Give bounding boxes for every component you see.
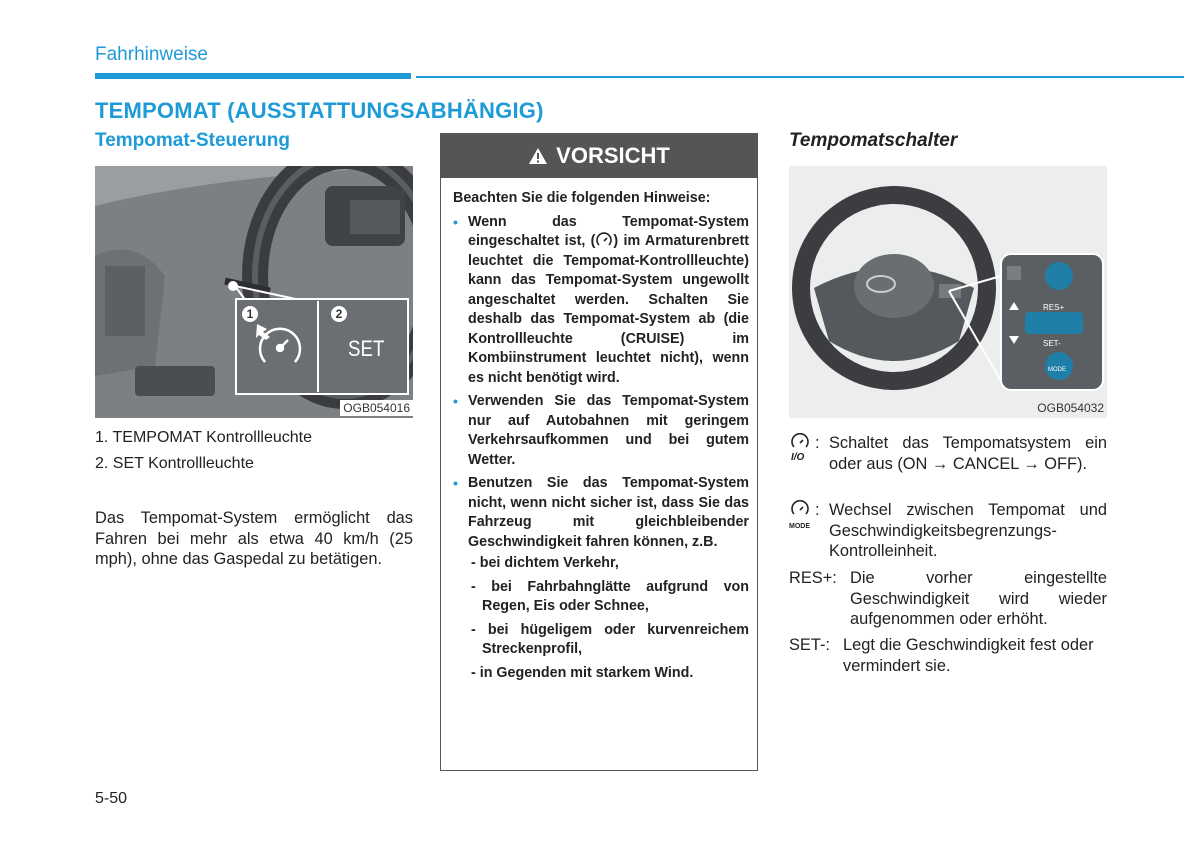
list-item: 1. TEMPOMAT Kontrollleuchte [95, 429, 312, 446]
res-button: RES+ [1043, 303, 1065, 312]
caution-subitem: - bei hügeligem oder kurvenreichem Streckenprofil, [471, 621, 749, 657]
figure-code: OGB054032 [1037, 401, 1104, 415]
list-item: 2. SET Kontrollleuchte [95, 455, 254, 472]
colon: : [815, 501, 820, 519]
caution-intro: Beachten Sie die folgenden Hinweise: [453, 190, 711, 206]
desc-text: Schaltet das Tempomatsystem ein oder aus (ON → CANCEL → OFF). [829, 434, 1107, 473]
desc-text: Wechsel zwischen Tempomat und Geschwindigkeitsbegrenzungs-Kontrolleinheit. [829, 501, 1107, 560]
caution-item-text: ) im Armaturenbrett leuchtet die Tempomat-Kontrollleuchte) kann das Tempomat-System ungewollt angeschaltet werden. Schalten Sie deshalb das Tempomat-System ab (die Kontrollleuchte (CRUISE) im Kombiinstrument leuchtet nicht), wenn es nicht benötigt wird. [468, 233, 749, 386]
figure-code: OGB054016 [340, 400, 413, 416]
caution-item-text: Benutzen Sie das Tempomat-System nicht, wenn nicht sicher ist, dass Sie das Fahrzeug mit gleichbleibender Geschwindigkeit fahren können, z.B. [468, 475, 749, 550]
desc-key: RES+: [789, 569, 837, 587]
colon: : [815, 434, 820, 452]
steering-wheel-figure [789, 166, 1107, 418]
mode-button: MODE [1048, 367, 1066, 373]
warning-icon [528, 147, 548, 165]
page-title: TEMPOMAT (AUSSTATTUNGSABHÄNGIG) [95, 98, 544, 123]
set-indicator-label: SET [348, 336, 385, 361]
page-number: 5-50 [95, 790, 128, 807]
dashboard-illustration [95, 166, 413, 418]
caution-item [453, 213, 749, 389]
section-subtitle: Tempomat-Steuerung [95, 130, 290, 151]
dashboard-figure [95, 166, 413, 418]
caution-subitem: - bei dichtem Verkehr, [471, 555, 619, 571]
caution-item [453, 474, 749, 683]
section-label: Fahrhinweise [95, 44, 208, 65]
caution-subitem: - bei Fahrbahnglätte aufgrund von Regen, Eis oder Schnee, [471, 578, 749, 614]
intro-paragraph: Das Tempomat-System ermöglicht das Fahren bei mehr als etwa 40 km/h (25 mph), ohne das Gaspedal zu betätigen. [95, 509, 413, 568]
bullet-icon: • [453, 213, 458, 230]
bullet-icon: • [453, 393, 458, 409]
header-bar-line [416, 76, 1184, 78]
header-bar-accent [95, 73, 411, 79]
caution-item-text: Wenn das Tempomat-System eingeschaltet ist, ( [468, 213, 749, 249]
cruise-control-icon [595, 232, 613, 248]
callout-number-2: 2 [331, 306, 347, 322]
desc-text: Die vorher eingestellte Geschwindigkeit wird wieder aufgenommen oder erhöht. [850, 569, 1107, 628]
caution-title: VORSICHT [556, 143, 670, 168]
steering-wheel-illustration [789, 166, 1107, 418]
set-button: SET- [1043, 339, 1061, 348]
caution-item-text: Verwenden Sie das Tempomat-System nur auf Autobahnen mit geringem Verkehrsaufkommen und bei gutem Wetter. [468, 393, 749, 468]
callout-number-1: 1 [242, 306, 258, 322]
desc-key: SET-: [789, 636, 830, 654]
caution-box [440, 133, 758, 771]
caution-subitem: - in Gegenden mit starkem Wind. [471, 664, 694, 681]
onoff-icon-label: I/O [791, 452, 805, 463]
mode-icon-label: MODE [789, 523, 810, 530]
bullet-icon: • [453, 475, 458, 491]
caution-item [453, 392, 749, 470]
desc-text: Legt die Geschwindigkeit fest oder vermindert sie. [843, 636, 1094, 675]
caution-header [441, 134, 757, 178]
switch-section-title: Tempomatschalter [789, 130, 958, 151]
caution-body [453, 189, 749, 687]
